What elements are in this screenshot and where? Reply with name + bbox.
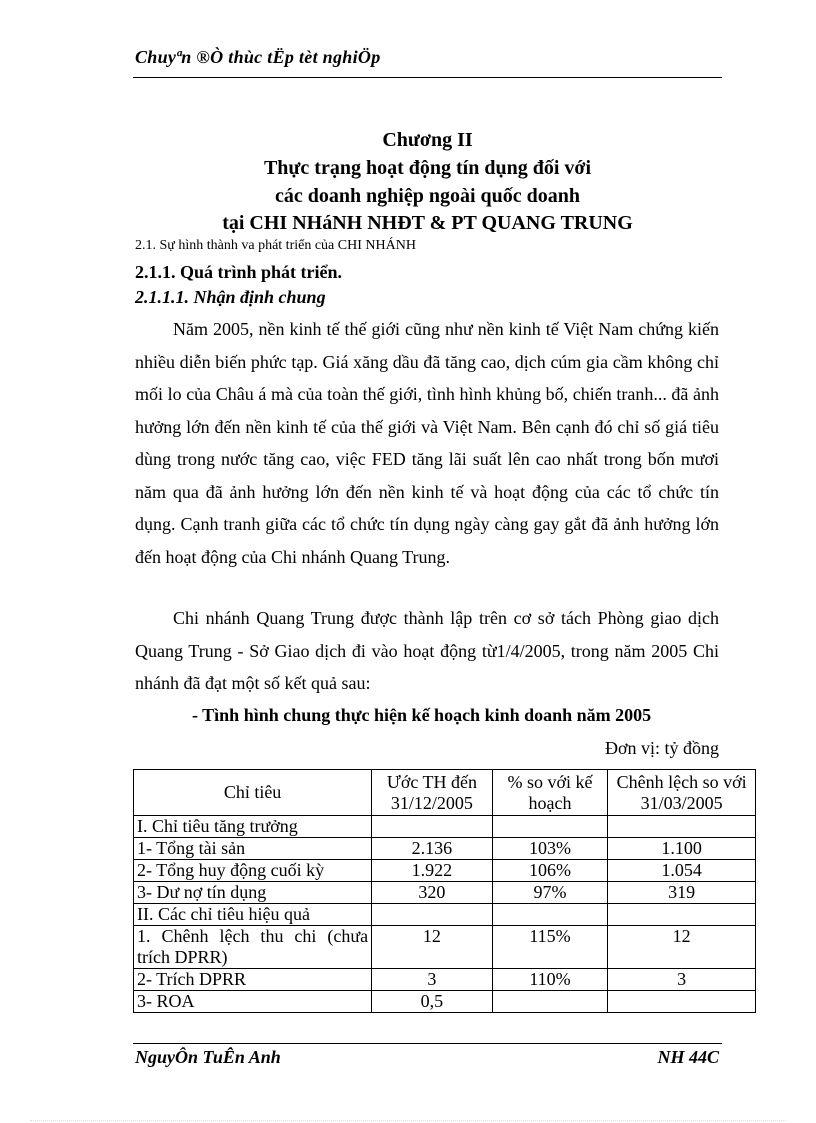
business-plan-table [133,769,756,1013]
chapter-number: Chương II [382,129,473,151]
table-row [134,838,756,860]
row-label: 2- Trích DPRR [134,969,372,991]
footer-divider [133,1043,722,1044]
page-header-title: Chuyªn ®Ò thùc tËp tèt nghiÖp [135,47,381,67]
column-header-estimate: Ước TH đến 31/12/2005 [372,770,493,816]
table-row [134,926,756,969]
footer-class: NH 44C [657,1047,719,1067]
empty-cell [492,816,608,838]
column-header-difference: Chênh lệch so với 31/03/2005 [608,770,756,816]
empty-cell [372,816,493,838]
cell-difference: 319 [608,882,756,904]
row-label: 2- Tổng huy động cuối kỳ [134,860,372,882]
cell-percent: 103% [492,838,608,860]
cell-percent: 97% [492,882,608,904]
chapter-title-line-3: tại CHI NHáNH NHĐT & PT QUANG TRUNG [222,212,633,234]
table-row [134,969,756,991]
row-label: 3- Dư nợ tín dụng [134,882,372,904]
cell-estimate: 320 [372,882,493,904]
cell-difference: 12 [608,926,756,969]
section-heading-2-1-1: 2.1.1. Quá trình phát triển. [135,262,343,282]
table-row [134,991,756,1013]
cell-difference: 3 [608,969,756,991]
row-label: 1- Tổng tài sản [134,838,372,860]
cell-difference: 1.100 [608,838,756,860]
page-edge-divider [30,1120,786,1121]
table-caption: - Tình hình chung thực hiện kế hoạch kinh doanh năm 2005 [192,705,652,725]
paragraph-overview: Năm 2005, nền kinh tế thế giới cũng như nền kinh tế Việt Nam chứng kiến nhiều diễn biến phức tạp. Giá xăng dầu đã tăng cao, dịch cúm gia cầm không chỉ mối lo của Châu á mà của toàn thế giới, tình hình khủng bố, chiến tranh... đã ảnh hưởng lớn đến nền kinh tế của thế giới và Việt Nam. Bên cạnh đó chỉ số giá tiêu dùng trong nước tăng cao, việc FED tăng lãi suất lên cao nhất trong bốn mươi năm qua đã ảnh hưởng lớn đến nền kinh tế và hoạt động của các tổ chức tín dụng. Cạnh tranh giữa các tổ chức tín dụng ngày càng gay gắt đã ảnh hưởng lớn đến hoạt động của Chi nhánh Quang Trung. [135,319,719,567]
cell-difference: 1.054 [608,860,756,882]
footer-author: NguyÔn TuÊn Anh [135,1047,281,1067]
chapter-title-line-2: các doanh nghiệp ngoài quốc doanh [274,185,581,207]
unit-label: Đơn vị: tỷ đồng [604,738,719,758]
cell-estimate: 2.136 [372,838,493,860]
header-divider [133,77,722,78]
cell-percent: 115% [492,926,608,969]
column-header-indicator: Chỉ tiêu [134,770,372,816]
section-label: I. Chỉ tiêu tăng trưởng [134,816,372,838]
table-row [134,860,756,882]
empty-cell [492,904,608,926]
empty-cell [372,904,493,926]
cell-percent [492,991,608,1013]
table-section-row [134,816,756,838]
row-label: 3- ROA [134,991,372,1013]
section-label: II. Các chỉ tiêu hiệu quả [134,904,372,926]
cell-estimate: 1.922 [372,860,493,882]
cell-estimate: 0,5 [372,991,493,1013]
paragraph-branch-intro: Chi nhánh Quang Trung được thành lập trên cơ sở tách Phòng giao dịch Quang Trung - Sở Giao dịch đi vào hoạt động từ1/4/2005, trong năm 2005 Chi nhánh đã đạt một số kết quả sau: [135,608,719,693]
cell-estimate: 12 [372,926,493,969]
section-heading-2-1: 2.1. Sự hình thành va phát triển của CHI NHÁNH [135,238,416,253]
table-section-row [134,904,756,926]
empty-cell [608,816,756,838]
column-header-percent-plan: % so với kế hoạch [492,770,608,816]
cell-difference [608,991,756,1013]
row-label: 1. Chênh lệch thu chi (chưa trích DPRR) [134,926,372,969]
empty-cell [608,904,756,926]
chapter-title-line-1: Thực trạng hoạt động tín dụng đối với [263,157,592,179]
table-row [134,882,756,904]
cell-percent: 110% [492,969,608,991]
section-heading-2-1-1-1: 2.1.1.1. Nhận định chung [135,287,326,307]
cell-estimate: 3 [372,969,493,991]
table-header-row [134,770,756,816]
cell-percent: 106% [492,860,608,882]
